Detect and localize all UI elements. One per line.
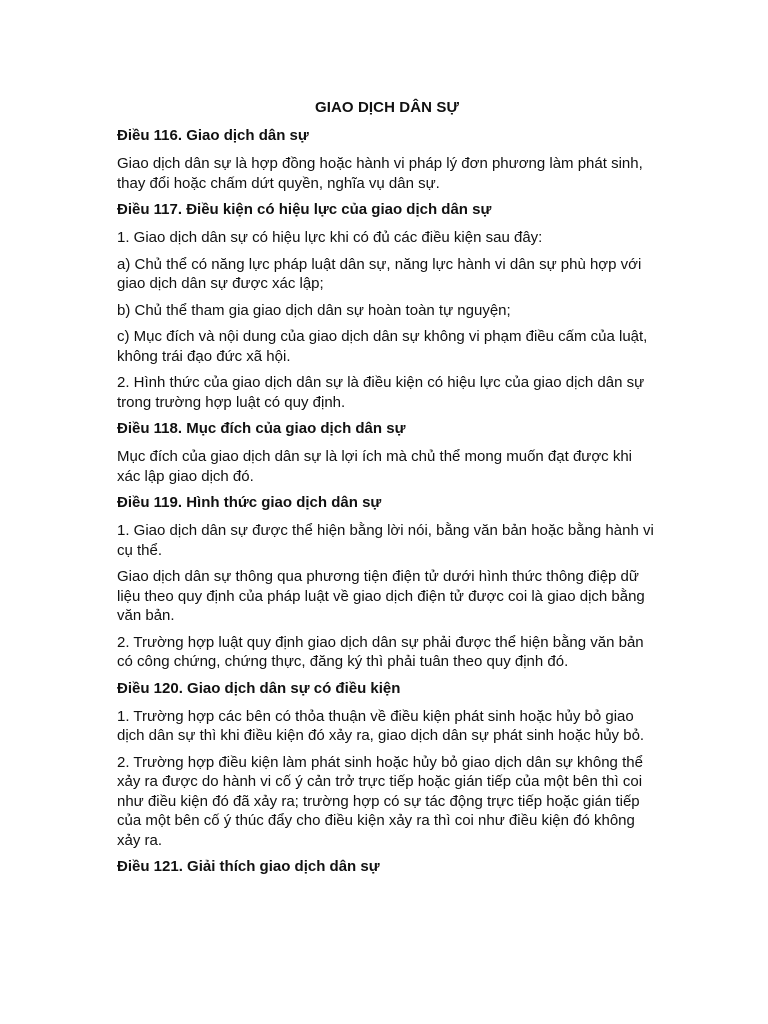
- article-121: [117, 857, 657, 876]
- article-paragraph: Giao dịch dân sự thông qua phương tiện điện tử dưới hình thức thông điệp dữ liệu theo quy định của pháp luật về giao dịch điện tử được coi là giao dịch bằng văn bản.: [117, 568, 645, 624]
- document-page: [117, 98, 657, 885]
- article-117: [117, 200, 657, 412]
- article-paragraph: Mục đích của giao dịch dân sự là lợi ích mà chủ thể mong muốn đạt được khi xác lập giao dịch đó.: [117, 448, 633, 485]
- article-heading: Điều 121. Giải thích giao dịch dân sự: [117, 858, 380, 875]
- article-paragraph: a) Chủ thể có năng lực pháp luật dân sự, năng lực hành vi dân sự phù hợp với giao dịch dân sự được xác lập;: [117, 255, 642, 292]
- article-heading: Điều 117. Điều kiện có hiệu lực của giao dịch dân sự: [117, 201, 492, 218]
- article-119: [117, 493, 657, 672]
- article-heading: Điều 119. Hình thức giao dịch dân sự: [117, 494, 382, 511]
- article-120: [117, 679, 657, 851]
- article-paragraph: 2. Trường hợp luật quy định giao dịch dân sự phải được thể hiện bằng văn bản có công chứng, chứng thực, đăng ký thì phải tuân theo quy định đó.: [117, 633, 644, 670]
- article-heading: Điều 120. Giao dịch dân sự có điều kiện: [117, 679, 401, 697]
- document-title: GIAO DỊCH DÂN SỰ: [314, 99, 460, 116]
- article-116: [117, 126, 657, 193]
- article-paragraph: c) Mục đích và nội dung của giao dịch dân sự không vi phạm điều cấm của luật, không trái đạo đức xã hội.: [117, 328, 648, 365]
- article-118: [117, 419, 657, 486]
- article-paragraph: Giao dịch dân sự là hợp đồng hoặc hành vi pháp lý đơn phương làm phát sinh, thay đổi hoặc chấm dứt quyền, nghĩa vụ dân sự.: [117, 155, 643, 192]
- article-heading: Điều 118. Mục đích của giao dịch dân sự: [117, 420, 406, 437]
- article-paragraph: 1. Giao dịch dân sự có hiệu lực khi có đủ các điều kiện sau đây:: [117, 229, 543, 246]
- article-paragraph: 2. Trường hợp điều kiện làm phát sinh hoặc hủy bỏ giao dịch dân sự không thể xảy ra được do hành vi cố ý cản trở trực tiếp hoặc gián tiếp của một bên thì coi như điều kiện đó đã xảy ra; trường hợp có sự tác động trực tiếp hoặc gián tiếp của một bên cố ý thúc đẩy cho điều kiện xảy ra thì coi như điều kiện đó không xảy ra.: [117, 753, 643, 849]
- article-paragraph: 1. Giao dịch dân sự được thể hiện bằng lời nói, bằng văn bản hoặc bằng hành vi cụ thể.: [117, 522, 654, 559]
- article-heading: Điều 116. Giao dịch dân sự: [117, 127, 309, 144]
- article-paragraph: 2. Hình thức của giao dịch dân sự là điều kiện có hiệu lực của giao dịch dân sự trong trường hợp luật có quy định.: [117, 374, 645, 411]
- article-paragraph: 1. Trường hợp các bên có thỏa thuận về điều kiện phát sinh hoặc hủy bỏ giao dịch dân sự thì khi điều kiện đó xảy ra, giao dịch dân sự phát sinh hoặc hủy bỏ.: [117, 707, 645, 744]
- article-paragraph: b) Chủ thể tham gia giao dịch dân sự hoàn toàn tự nguyện;: [117, 301, 511, 319]
